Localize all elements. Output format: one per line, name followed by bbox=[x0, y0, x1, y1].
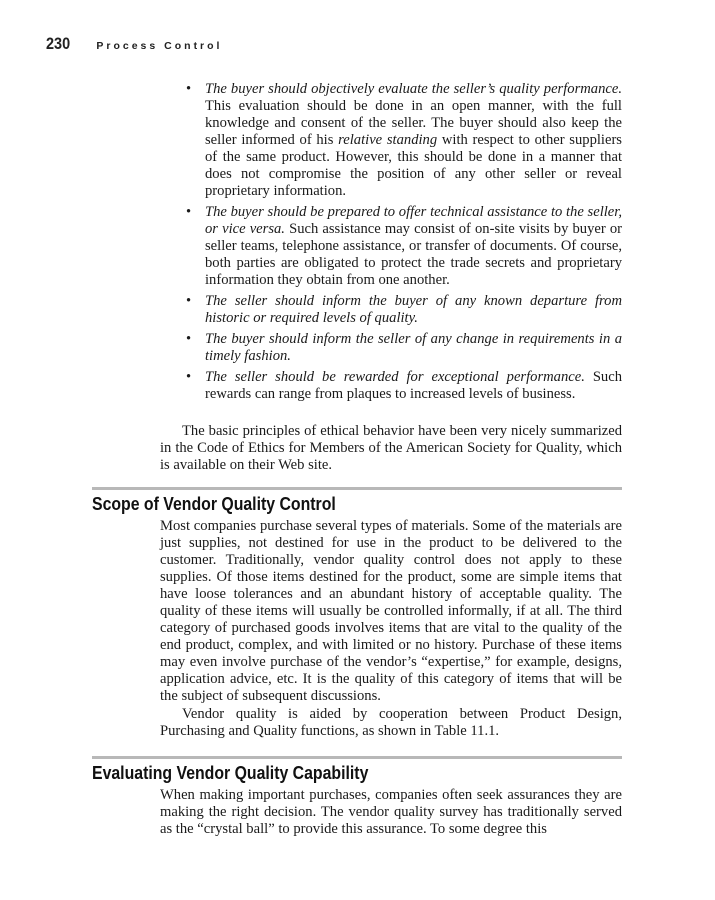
bullet-dot-icon: • bbox=[186, 331, 192, 347]
ethics-paragraph-text: The basic principles of ethical behavior have been very nicely summarized in the Code of Ethics for Members of the American Society for Quality, which is available on their Web site. bbox=[160, 423, 622, 473]
bullet-text: Such assistance may consist of on-site visits by buyer or seller teams, telephone assistance, or transfer of documents. Of course, both parties are obligated to protect the trade secrets and proprietary information they obtain from one another. bbox=[205, 221, 622, 288]
bullet-dot-icon: • bbox=[186, 81, 192, 97]
scope-paragraph-2-text: Vendor quality is aided by cooperation between Product Design, Purchasing and Quality functions, as shown in Table 11.1. bbox=[160, 706, 622, 739]
bullet-item bbox=[186, 81, 622, 200]
bullet-dot-icon: • bbox=[186, 293, 192, 309]
bullet-lead: The buyer should be prepared to offer technical assistance to the seller, or vice versa. bbox=[205, 204, 622, 237]
bullet-item bbox=[186, 204, 622, 289]
bullet-item bbox=[186, 369, 622, 403]
bullet-lead: The buyer should inform the seller of any change in requirements in a timely fashion. bbox=[205, 331, 622, 364]
bullet-dot-icon: • bbox=[186, 369, 192, 385]
scope-paragraph-text: Most companies purchase several types of materials. Some of the materials are just supplies, not destined for use in the product to be delivered to the customer. Traditionally, vendor quality control does not apply to these supplies. Of those items destined for the product, some are simple items that have loose tolerances and an abundant history of acceptable quality. The quality of these items will usually be controlled informally, if at all. The third category of purchased goods involves items that are vital to the quality of the end product, complex, and with limited or no history. Purchase of these items may even involve purchase of the vendor’s “expertise,” for example, designs, application advice, etc. It is the quality of this category of items that will be the subject of subsequent discussions. bbox=[160, 518, 622, 704]
bullet-item bbox=[186, 293, 622, 327]
bullet-emphasis: relative standing bbox=[338, 132, 438, 148]
bullet-item bbox=[186, 331, 622, 365]
evaluating-paragraph bbox=[160, 787, 622, 838]
page-number: 230 bbox=[46, 34, 71, 53]
bullet-lead: The buyer should objectively evaluate the seller’s quality performance. bbox=[205, 81, 622, 97]
bullet-text: This evaluation should be done in an open manner, with the full knowledge and consent of the seller. The buyer should also keep the seller informed of his bbox=[205, 98, 622, 148]
running-title: Process Control bbox=[96, 40, 223, 52]
bullet-lead: The seller should inform the buyer of any known departure from historic or required levels of quality. bbox=[205, 293, 622, 326]
guideline-bullet-list bbox=[186, 81, 622, 407]
bullet-text-continued: with respect to other suppliers of the same product. However, this should be done in a manner that does not compromise the position of any other seller or reveal proprietary information. bbox=[205, 132, 622, 199]
ethics-paragraph bbox=[160, 423, 622, 474]
section-divider bbox=[92, 756, 622, 759]
bullet-lead: The seller should be rewarded for exceptional performance. bbox=[205, 369, 585, 385]
scope-paragraph-2 bbox=[160, 706, 622, 740]
running-header bbox=[46, 34, 222, 54]
section-heading-scope: Scope of Vendor Quality Control bbox=[92, 494, 336, 514]
bullet-dot-icon: • bbox=[186, 204, 192, 220]
bullet-text: Such rewards can range from plaques to increased levels of business. bbox=[205, 369, 622, 402]
evaluating-paragraph-text: When making important purchases, companies often seek assurances they are making the right decision. The vendor quality survey has traditionally served as the “crystal ball” to provide this assurance. To some degree this bbox=[160, 787, 622, 837]
section-heading-evaluating: Evaluating Vendor Quality Capability bbox=[92, 763, 369, 783]
scope-paragraph bbox=[160, 518, 622, 705]
section-divider bbox=[92, 487, 622, 490]
